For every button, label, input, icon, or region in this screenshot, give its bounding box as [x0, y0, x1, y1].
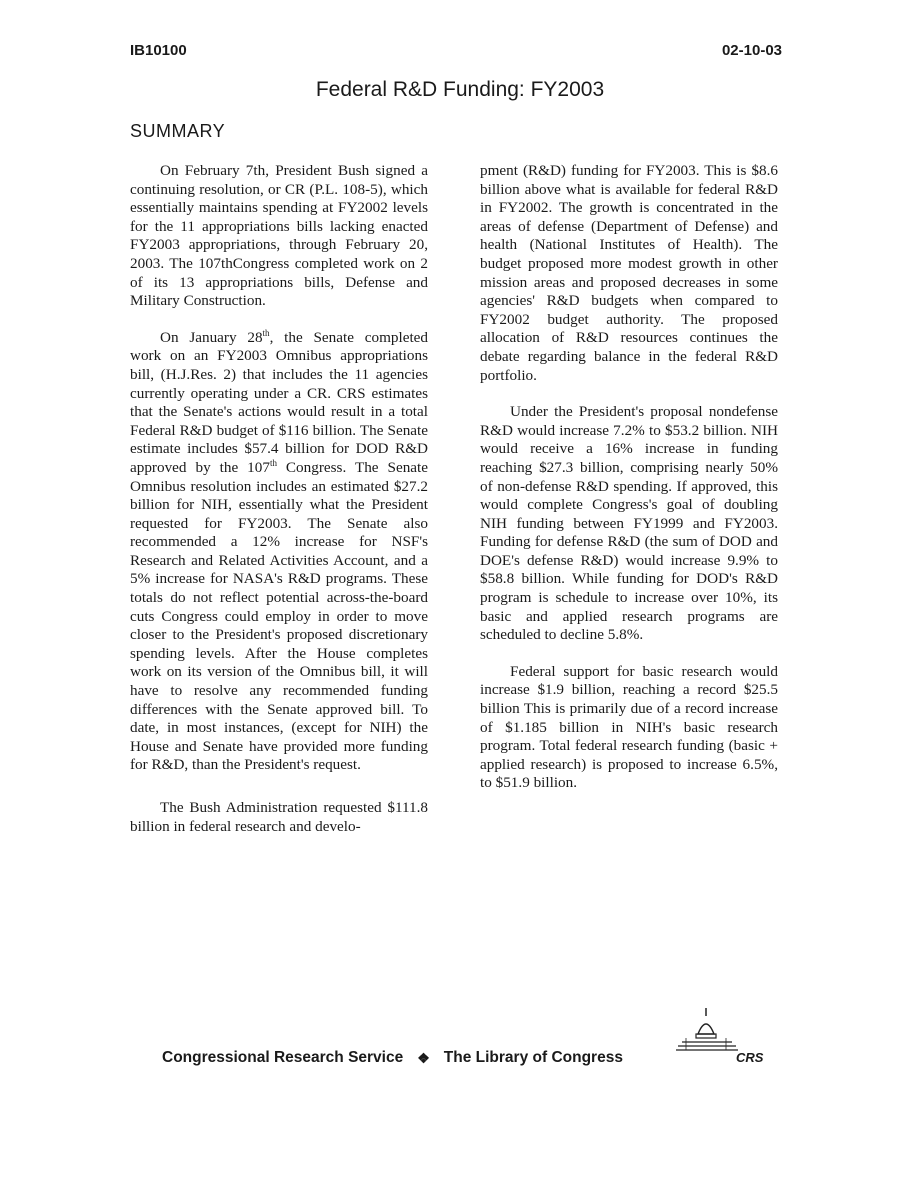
paragraph-bush-request-start: The Bush Administration requested $111.8 billion in federal research and develo-: [130, 799, 428, 835]
right-column: [480, 162, 778, 811]
paragraph-nondefense-rd: Under the President's proposal nondefense R&D would increase 7.2% to $53.2 billion. NIH would receive a 16% increase in funding reaching $27.3 billion, comprising nearly 50% of non-defense R&D spending. If approved, this would complete Congress's goal of doubling NIH funding between FY1999 and FY2003. Funding for defense R&D (the sum of DOD and DOE's defense R&D) would increase 9.9% to $58.8 billion. While funding for DOD's R&D program is schedule to increase over 10%, its basic and applied research programs are scheduled to decline 5.8%.: [480, 403, 778, 644]
crs-logo-text: CRS: [736, 1050, 764, 1065]
p2-sup-b: th: [269, 457, 277, 468]
p2-text-b: , the Senate completed work on an FY2003 Omnibus appropriations bill, (H.J.Res. 2) that includes the 11 agencies currently operating under a CR. CRS estimates that the Senate's actions would result in a total Federal R&D budget of $116 billion. The Senate estimate includes $57.4 billion for DOD R&D approved by the 107: [130, 328, 428, 476]
p2-text-c: Congress. The Senate Omnibus resolution includes an estimated $27.2 billion for NIH, essentially what the President requested for FY2003. The Senate also recommended a 12% increase for NSF's Research and Related Activities Account, and a 5% increase for NASA's R&D programs. These totals do not reflect potential across-the-board cuts Congress could employ in order to move closer to the President's proposed discretionary spending levels. After the House completes work on its version of the Omnibus bill, it will have to resolve any recommended funding differences with the Senate approved bill. To date, in most instances, (except for NIH) the House and Senate have provided more funding for R&D, than the President's request.: [130, 458, 428, 774]
section-title: SUMMARY: [130, 121, 226, 141]
paragraph-basic-research: Federal support for basic research would increase $1.9 billion, reaching a record $25.5 billion This is primarily due of a record increase of $1.185 billion in NIH's basic research program. Total federal research funding (basic + applied research) is proposed to increase 6.5%, to $51.9 billion.: [480, 662, 778, 792]
footer-library: The Library of Congress: [443, 1049, 623, 1066]
document-title: Federal R&D Funding: FY2003: [315, 78, 605, 101]
document-id: IB10100: [130, 42, 187, 59]
footer-org: Congressional Research Service: [162, 1049, 404, 1066]
p2-text-a: On January 28: [160, 328, 263, 346]
paragraph-continuing-resolution: On February 7th, President Bush signed a continuing resolution, or CR (P.L. 108-5), which essentially maintains spending at FY2002 levels for the 11 appropriations bills lacking enacted FY2003 appropriations, through February 20, 2003. The 107thCongress completed work on 2 of its 13 appropriations bills, Defense and Military Construction.: [130, 162, 428, 310]
paragraph-senate-omnibus: [130, 329, 428, 775]
p2-sup-a: th: [262, 327, 270, 338]
diamond-ornament-icon: ❖: [417, 1049, 430, 1066]
footer: [162, 1049, 623, 1067]
left-column: [130, 162, 428, 854]
paragraph-bush-request-cont: pment (R&D) funding for FY2003. This is $8.6 billion above what is available for federal R&D in FY2002. The growth is concentrated in the areas of defense (Department of Defense) and health (National Institutes of Health). The budget proposed more modest growth in other mission areas and proposed decreases in some agencies' R&D budgets when compared to FY2002 budget authority. The proposed allocation of R&D resources continues the debate regarding balance in the federal R&D portfolio.: [480, 162, 778, 384]
document-date: 02-10-03: [721, 42, 782, 59]
